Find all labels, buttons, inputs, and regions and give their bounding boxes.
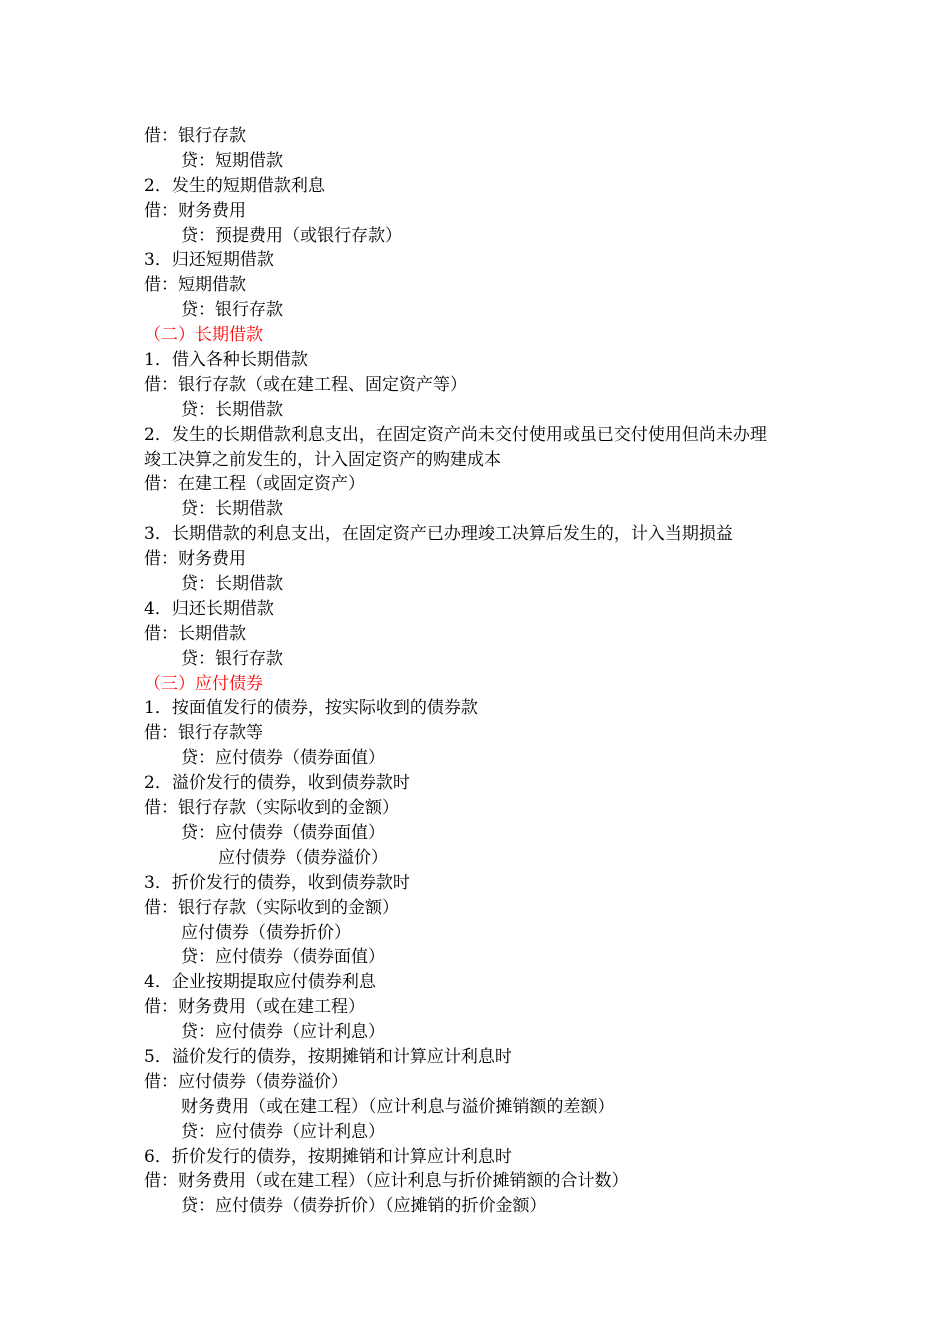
text-line: 借：短期借款	[144, 275, 246, 296]
text-line: 应付债券（债券溢价）	[218, 847, 388, 868]
text-line: 借：长期借款	[144, 623, 246, 644]
text-line: 贷：应付债券（债券折价）（应摊销的折价金额）	[181, 1196, 547, 1217]
text-line: 3．长期借款的利息支出，在固定资产已办理竣工决算后发生的，计入当期损益	[144, 524, 733, 545]
document-body	[144, 124, 824, 1219]
text-line: 2．发生的长期借款利息支出，在固定资产尚未交付使用或虽已交付使用但尚未办理	[144, 424, 767, 445]
text-line: 借：财务费用（或在建工程）（应计利息与折价摊销额的合计数）	[144, 1171, 629, 1192]
text-line: 4．企业按期提取应付债券利息	[144, 972, 376, 993]
text-line: 贷：长期借款	[181, 399, 283, 420]
text-line: 6．折价发行的债券，按期摊销和计算应计利息时	[144, 1146, 512, 1167]
text-line: 2．发生的短期借款利息	[144, 175, 325, 196]
text-line: 1．借入各种长期借款	[144, 350, 308, 371]
text-line: 借：银行存款等	[144, 723, 263, 744]
text-line: 贷：应付债券（债券面值）	[181, 947, 385, 968]
text-line: 3．归还短期借款	[144, 250, 274, 271]
text-line: 贷：预提费用（或银行存款）	[181, 225, 402, 246]
text-line: 竣工决算之前发生的，计入固定资产的购建成本	[144, 449, 501, 470]
text-line: 贷：长期借款	[181, 574, 283, 595]
text-line: 贷：应付债券（应计利息）	[181, 1121, 385, 1142]
text-line: 财务费用（或在建工程）（应计利息与溢价摊销额的差额）	[181, 1096, 615, 1117]
text-line: 借：财务费用	[144, 200, 246, 221]
text-line: 借：在建工程（或固定资产）	[144, 474, 365, 495]
text-line: 借：银行存款（或在建工程、固定资产等）	[144, 374, 467, 395]
text-line: 5．溢价发行的债券，按期摊销和计算应计利息时	[144, 1046, 512, 1067]
text-line: 贷：应付债券（债券面值）	[181, 748, 385, 769]
section-heading: （二）长期借款	[144, 325, 263, 346]
text-line: 借：财务费用（或在建工程）	[144, 997, 365, 1018]
text-line: 2．溢价发行的债券，收到债券款时	[144, 773, 410, 794]
text-line: 借：财务费用	[144, 549, 246, 570]
text-line: 借：银行存款（实际收到的金额）	[144, 798, 399, 819]
text-line: 1．按面值发行的债券，按实际收到的债券款	[144, 698, 478, 719]
text-line: 应付债券（债券折价）	[181, 922, 351, 943]
text-line: 贷：应付债券（应计利息）	[181, 1022, 385, 1043]
section-heading: （三）应付债券	[144, 673, 263, 694]
text-line: 贷：应付债券（债券面值）	[181, 822, 385, 843]
text-line: 贷：长期借款	[181, 499, 283, 520]
text-line: 借：银行存款（实际收到的金额）	[144, 897, 399, 918]
text-line: 借：银行存款	[144, 126, 246, 146]
text-line: 贷：短期借款	[181, 150, 283, 171]
text-line: 4．归还长期借款	[144, 598, 274, 619]
text-line: 贷：银行存款	[181, 648, 283, 669]
text-line: 3．折价发行的债券，收到债券款时	[144, 872, 410, 893]
text-line: 借：应付债券（债券溢价）	[144, 1071, 348, 1092]
text-line: 贷：银行存款	[181, 300, 283, 321]
